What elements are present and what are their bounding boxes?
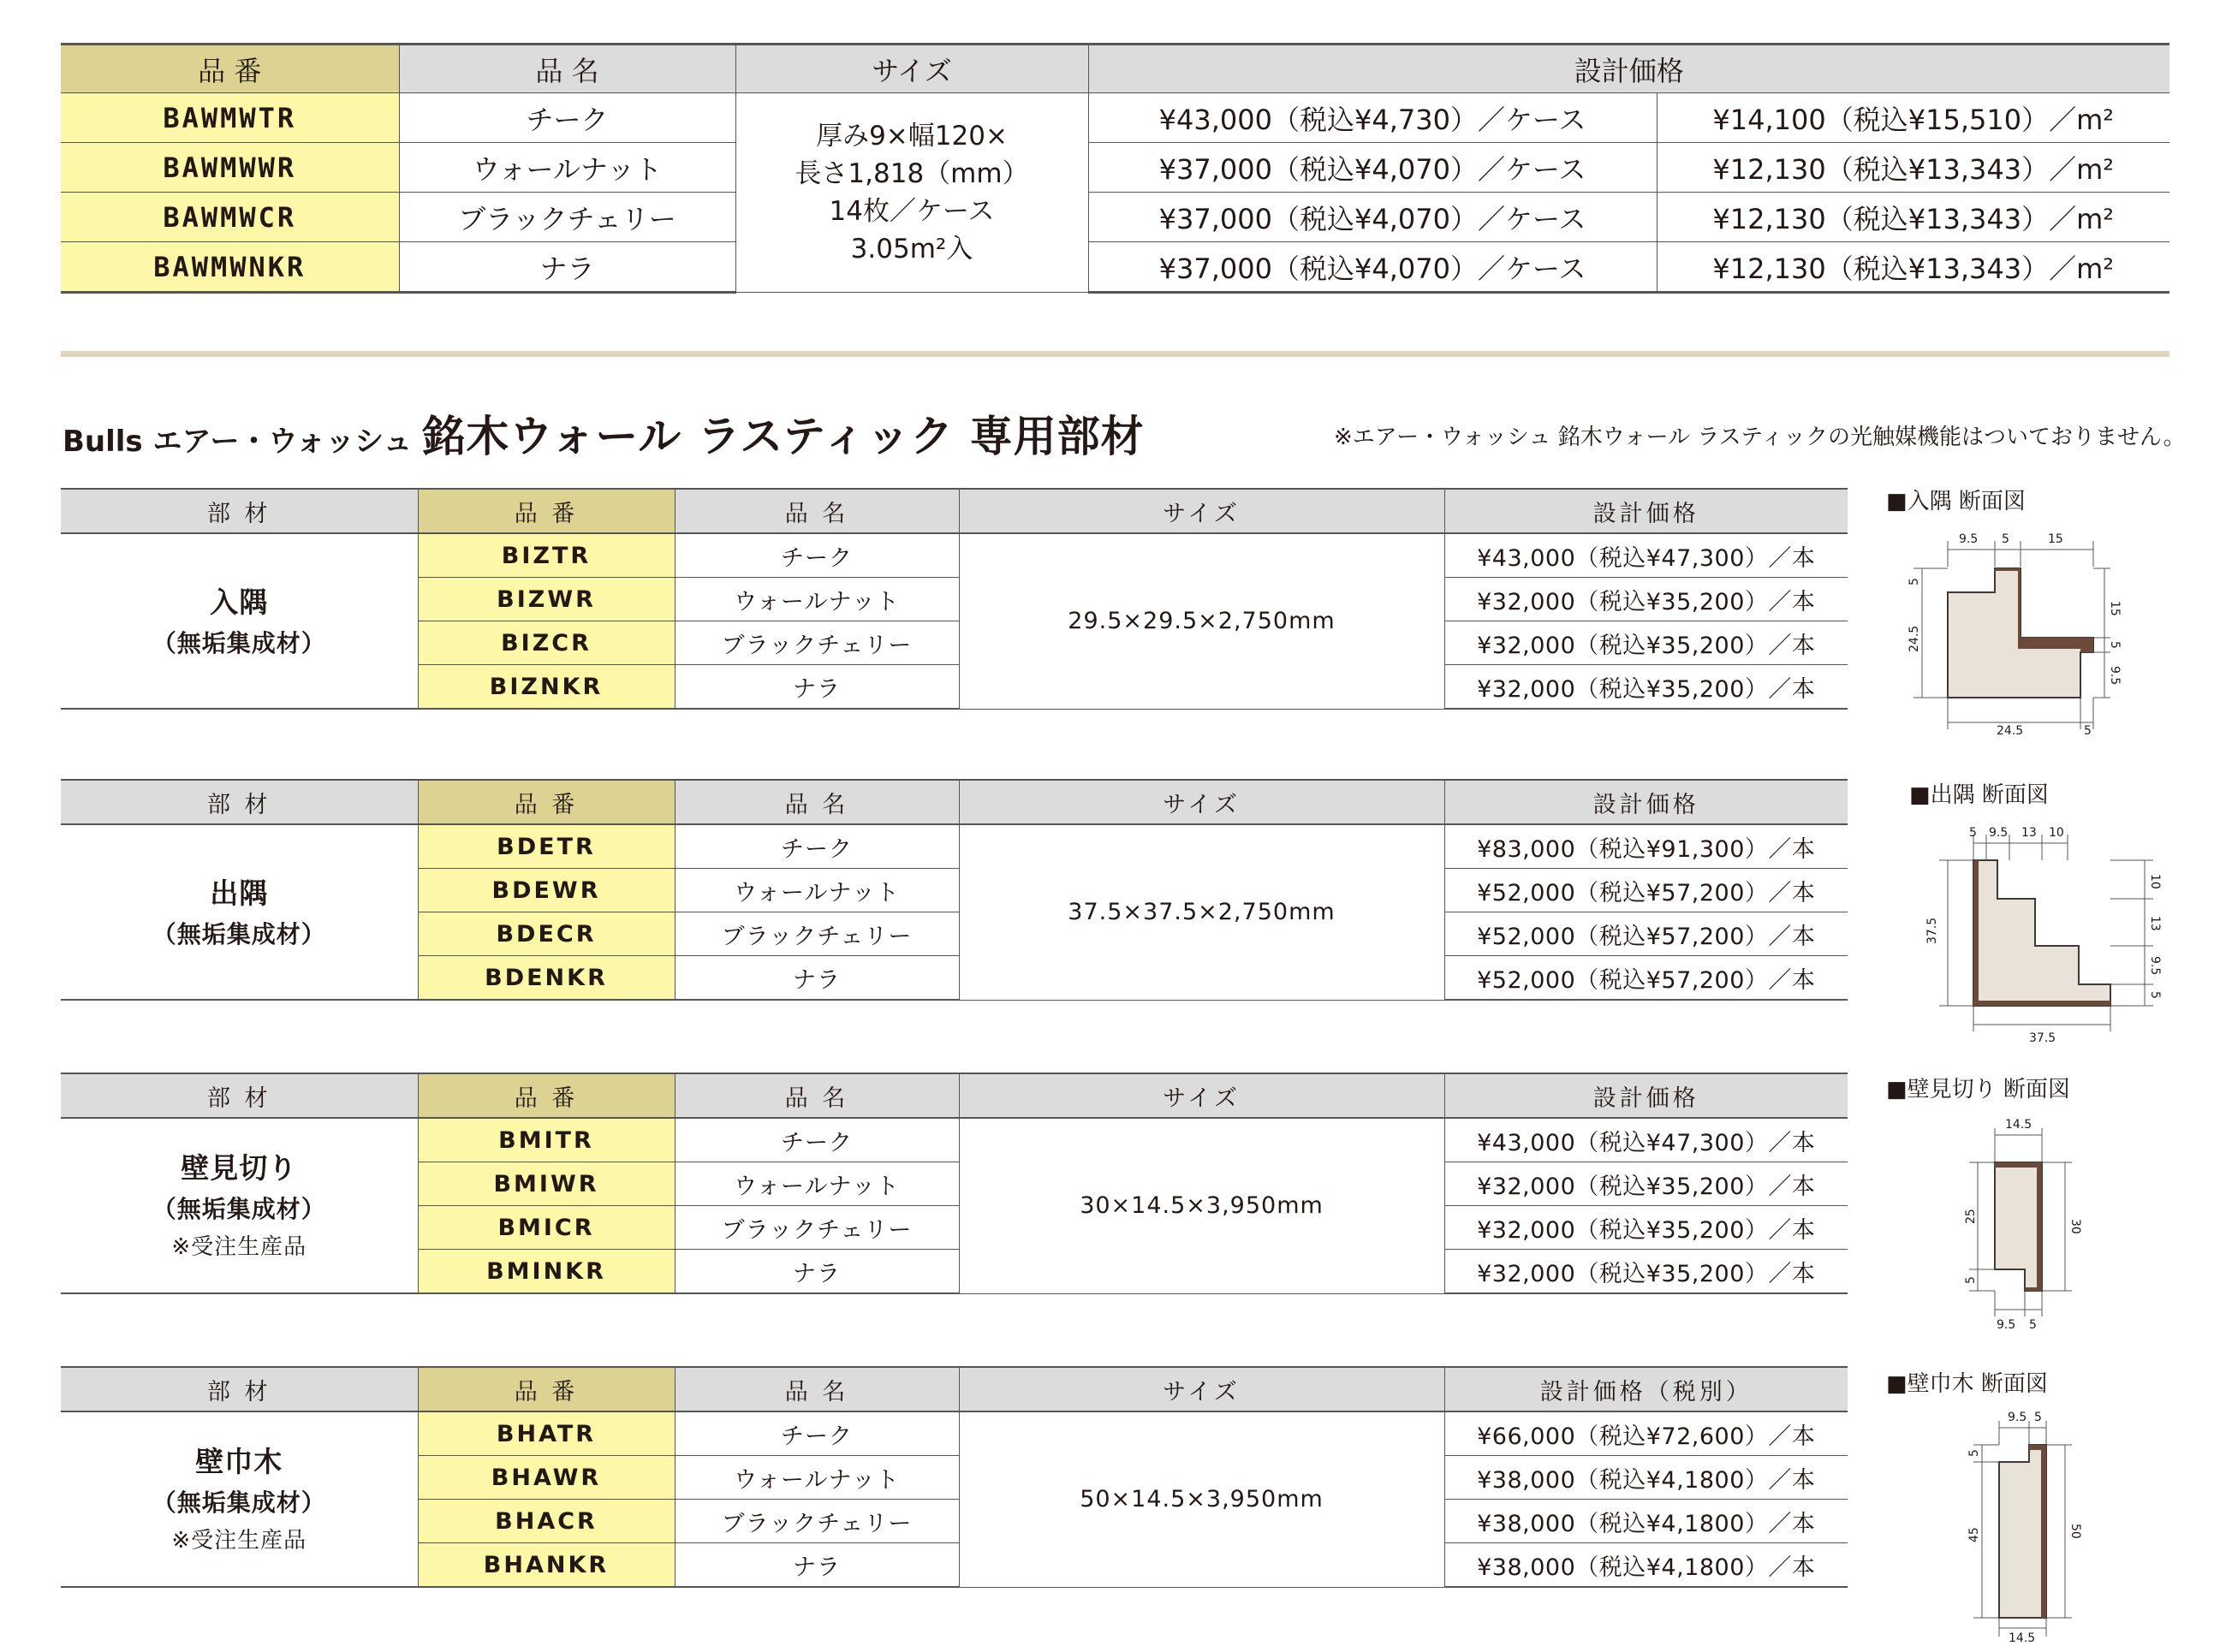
product-name: ナラ (675, 956, 959, 1001)
price-per-m2: ¥14,100（税込¥15,510）／m² (1657, 93, 2169, 143)
product-name: ブラックチェリー (675, 621, 959, 665)
header-code: 品 番 (418, 780, 675, 824)
part-note: ※受注生産品 (171, 1527, 307, 1554)
product-size (735, 93, 1088, 293)
dimension-label: 5 (2002, 532, 2009, 546)
product-name: チーク (675, 1118, 959, 1162)
table-row (61, 1118, 1848, 1162)
product-price: ¥32,000（税込¥35,200）／本 (1444, 1250, 1848, 1294)
table-header-row (61, 1367, 1848, 1411)
product-name: ナラ (399, 242, 735, 293)
dimension-label: 24.5 (1907, 625, 1921, 652)
part-material: （無垢集成材） (152, 1488, 326, 1517)
product-name: ブラックチェリー (675, 912, 959, 956)
product-name: チーク (675, 824, 959, 869)
header-size: サイズ (735, 45, 1088, 93)
diagram-label: ■出隅 断面図 (1909, 782, 2049, 808)
header-part: 部 材 (61, 489, 418, 533)
header-part: 部 材 (61, 1073, 418, 1118)
product-code: BMITR (418, 1118, 675, 1162)
product-price: ¥66,000（税込¥72,600）／本 (1444, 1411, 1848, 1456)
table-row (61, 193, 2169, 242)
dimension-label: 10 (2148, 874, 2162, 889)
product-code: BAWMWWR (61, 143, 399, 193)
dimension-label: 9.5 (1989, 826, 2009, 840)
dimension-label: 5 (2108, 641, 2122, 649)
parts-table-outside-corner (61, 779, 1848, 1001)
part-material: （無垢集成材） (152, 919, 326, 948)
product-code: BHATR (418, 1411, 675, 1456)
product-name: ウォールナット (399, 143, 735, 193)
header-part: 部 材 (61, 780, 418, 824)
price-per-case: ¥37,000（税込¥4,070）／ケース (1088, 242, 1657, 293)
product-name: チーク (675, 533, 959, 578)
dimension-label: 9.5 (1997, 1318, 2016, 1332)
dimension-label: 13 (2021, 826, 2037, 840)
product-price: ¥38,000（税込¥4,1800）／本 (1444, 1456, 1848, 1500)
parts-table-inside-corner (61, 488, 1848, 710)
product-name: ウォールナット (675, 578, 959, 621)
section-note: ※エアー・ウォッシュ 銘木ウォール ラスティックの光触媒機能はついておりません。 (1334, 425, 2186, 450)
dimension-label: 9.5 (2108, 666, 2122, 686)
header-code: 品 番 (418, 1367, 675, 1411)
part-material: （無垢集成材） (152, 628, 326, 657)
dimension-label: 25 (1964, 1209, 1978, 1224)
header-price: 設計価格（税別） (1444, 1367, 1848, 1411)
header-code: 品 番 (61, 45, 399, 93)
product-price: ¥43,000（税込¥47,300）／本 (1444, 1118, 1848, 1162)
size-line: 14枚／ケース (829, 196, 995, 227)
outside-corner-cross-section-diagram (1905, 817, 2162, 1049)
table-header-row (61, 780, 1848, 824)
diagram-label: ■入隅 断面図 (1886, 489, 2026, 514)
dimension-label: 10 (2049, 826, 2064, 840)
product-price: ¥32,000（税込¥35,200）／本 (1444, 1162, 1848, 1206)
size-line: 長さ1,818（mm） (795, 158, 1029, 189)
product-code: BHAWR (418, 1456, 675, 1500)
product-price: ¥32,000（税込¥35,200）／本 (1444, 621, 1848, 665)
product-price: ¥43,000（税込¥47,300）／本 (1444, 533, 1848, 578)
product-code: BAWMWTR (61, 93, 399, 143)
wall-panel-price-table (61, 43, 2169, 294)
part-cell (61, 1411, 418, 1587)
dimension-label: 5 (1907, 578, 1921, 585)
product-code: BDETR (418, 824, 675, 869)
header-name: 品 名 (675, 1073, 959, 1118)
price-per-m2: ¥12,130（税込¥13,343）／m² (1657, 242, 2169, 293)
product-price: ¥38,000（税込¥4,1800）／本 (1444, 1500, 1848, 1543)
baseboard-cross-section-diagram (1943, 1404, 2115, 1643)
dimension-label: 5 (1967, 1449, 1981, 1457)
dimension-label: 5 (2034, 1411, 2042, 1424)
header-code: 品 番 (418, 489, 675, 533)
header-size: サイズ (959, 780, 1444, 824)
wall-edge-cross-section-diagram (1943, 1111, 2115, 1334)
part-note: ※受注生産品 (171, 1233, 307, 1260)
product-code: BIZWR (418, 578, 675, 621)
diagram-label: ■壁見切り 断面図 (1886, 1077, 2070, 1102)
price-per-case: ¥43,000（税込¥4,730）／ケース (1088, 93, 1657, 143)
dimension-label: 37.5 (2029, 1031, 2056, 1045)
product-code: BIZCR (418, 621, 675, 665)
product-price: ¥52,000（税込¥57,200）／本 (1444, 956, 1848, 1001)
product-price: ¥32,000（税込¥35,200）／本 (1444, 578, 1848, 621)
inside-corner-cross-section-diagram (1901, 524, 2122, 738)
product-code: BMICR (418, 1206, 675, 1250)
header-price: 設計価格 (1444, 1073, 1848, 1118)
part-cell (61, 533, 418, 709)
table-row (61, 533, 1848, 578)
product-price: ¥52,000（税込¥57,200）／本 (1444, 869, 1848, 912)
part-name: 壁巾木 (195, 1444, 283, 1478)
product-name: ブラックチェリー (675, 1500, 959, 1543)
price-per-case: ¥37,000（税込¥4,070）／ケース (1088, 193, 1657, 242)
part-name: 出隅 (210, 876, 269, 910)
dimension-label: 13 (2148, 916, 2162, 931)
product-price: ¥83,000（税込¥91,300）／本 (1444, 824, 1848, 869)
dimension-label: 9.5 (2148, 956, 2162, 976)
product-name: ウォールナット (675, 869, 959, 912)
header-size: サイズ (959, 489, 1444, 533)
dimension-label: 30 (2068, 1219, 2082, 1234)
part-cell (61, 1118, 418, 1293)
table-row (61, 1411, 1848, 1456)
dimension-label: 45 (1967, 1527, 1981, 1542)
header-name: 品 名 (675, 1367, 959, 1411)
header-price: 設計価格 (1088, 45, 2169, 93)
dimension-label: 5 (1969, 826, 1977, 840)
section-title (62, 402, 1145, 464)
dimension-label: 14.5 (2009, 1631, 2036, 1645)
dimension-label: 37.5 (1925, 917, 1939, 944)
product-code: BAWMWCR (61, 193, 399, 242)
header-price: 設計価格 (1444, 780, 1848, 824)
header-part: 部 材 (61, 1367, 418, 1411)
dimension-label: 9.5 (1959, 532, 1979, 546)
product-price: ¥32,000（税込¥35,200）／本 (1444, 1206, 1848, 1250)
product-code: BDECR (418, 912, 675, 956)
product-code: BIZTR (418, 533, 675, 578)
dimension-label: 5 (1964, 1276, 1978, 1284)
product-code: BHACR (418, 1500, 675, 1543)
product-code: BHANKR (418, 1543, 675, 1588)
table-row (61, 824, 1848, 869)
price-per-m2: ¥12,130（税込¥13,343）／m² (1657, 143, 2169, 193)
product-code: BDEWR (418, 869, 675, 912)
product-code: BMINKR (418, 1250, 675, 1294)
product-name: チーク (675, 1411, 959, 1456)
table-header-row (61, 489, 1848, 533)
diagram-label: ■壁巾木 断面図 (1886, 1371, 2048, 1397)
section-divider (61, 351, 2169, 357)
product-code: BDENKR (418, 956, 675, 1001)
product-size: 37.5×37.5×2,750mm (959, 824, 1444, 1000)
part-name: 壁見切り (181, 1150, 298, 1185)
part-name: 入隅 (210, 585, 269, 619)
dimension-label: 9.5 (2008, 1411, 2027, 1424)
dimension-label: 24.5 (1997, 724, 2024, 738)
header-price: 設計価格 (1444, 489, 1848, 533)
product-name: ナラ (675, 1543, 959, 1588)
header-name: 品 名 (675, 489, 959, 533)
product-size: 29.5×29.5×2,750mm (959, 533, 1444, 709)
table-row (61, 93, 2169, 143)
product-price: ¥38,000（税込¥4,1800）／本 (1444, 1543, 1848, 1588)
product-size: 30×14.5×3,950mm (959, 1118, 1444, 1293)
header-size: サイズ (959, 1073, 1444, 1118)
dimension-label: 50 (2068, 1524, 2082, 1539)
product-name: ブラックチェリー (399, 193, 735, 242)
dimension-label: 14.5 (2005, 1118, 2032, 1132)
product-name: ブラックチェリー (675, 1206, 959, 1250)
product-code: BAWMWNKR (61, 242, 399, 293)
table-row (61, 242, 2169, 293)
table-header-row (61, 1073, 1848, 1118)
product-name: ナラ (675, 665, 959, 710)
dimension-label: 15 (2108, 601, 2122, 616)
dimension-label: 5 (2148, 991, 2162, 999)
product-size: 50×14.5×3,950mm (959, 1411, 1444, 1587)
product-price: ¥32,000（税込¥35,200）／本 (1444, 665, 1848, 710)
product-name: ナラ (675, 1250, 959, 1294)
size-line: 3.05m²入 (850, 234, 973, 264)
product-price: ¥52,000（税込¥57,200）／本 (1444, 912, 1848, 956)
product-name: ウォールナット (675, 1162, 959, 1206)
section-title-main: 銘木ウォール ラスティック 専用部材 (422, 412, 1145, 461)
part-cell (61, 824, 418, 1000)
parts-table-baseboard (61, 1366, 1848, 1588)
size-line: 厚み9×幅120× (816, 121, 1008, 152)
price-per-case: ¥37,000（税込¥4,070）／ケース (1088, 143, 1657, 193)
table-row (61, 143, 2169, 193)
product-name: ウォールナット (675, 1456, 959, 1500)
dimension-label: 5 (2029, 1318, 2037, 1332)
product-code: BMIWR (418, 1162, 675, 1206)
header-name: 品 名 (399, 45, 735, 93)
header-name: 品 名 (675, 780, 959, 824)
table-header-row (61, 45, 2169, 93)
section-title-prefix: Bulls エアー・ウォッシュ (62, 425, 413, 459)
header-size: サイズ (959, 1367, 1444, 1411)
product-code: BIZNKR (418, 665, 675, 710)
price-per-m2: ¥12,130（税込¥13,343）／m² (1657, 193, 2169, 242)
product-name: チーク (399, 93, 735, 143)
dimension-label: 15 (2048, 532, 2063, 546)
dimension-label: 5 (2084, 724, 2092, 738)
header-code: 品 番 (418, 1073, 675, 1118)
parts-table-wall-edge (61, 1073, 1848, 1294)
part-material: （無垢集成材） (152, 1194, 326, 1223)
